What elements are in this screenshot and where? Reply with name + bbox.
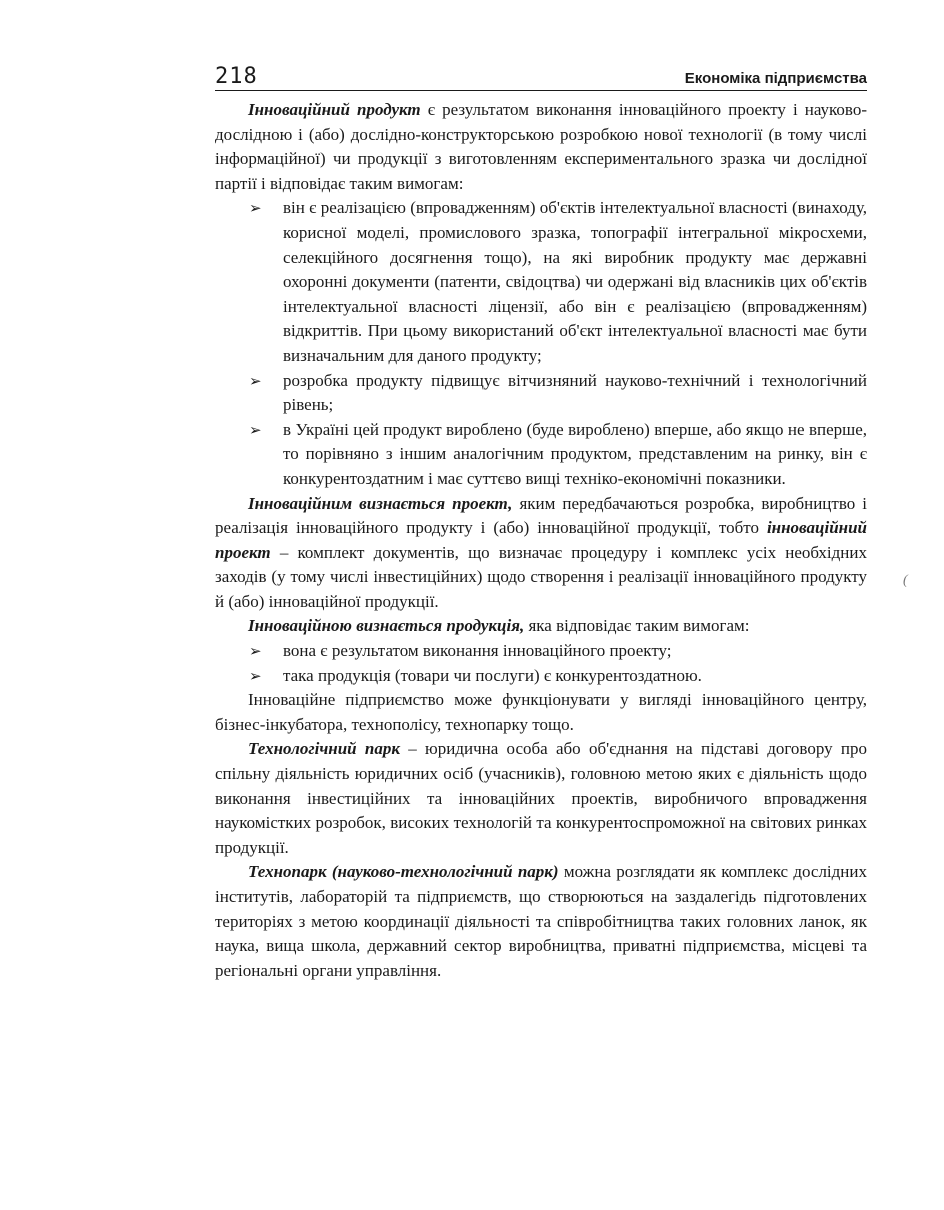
paragraph-technology-park (215, 737, 867, 860)
paragraph-text: яка відповідає таким вимогам: (524, 616, 750, 636)
arrowhead-bullet-icon: ➢ (249, 371, 262, 390)
paragraph-text: можна розглядати як комплекс дослідних інститутів, лабораторій та підприємств, що створюються на заздалегідь підготовлених територіях з метою координації діяльності та співробітництва таких головних ланок, як наука, вища школа, державний сектор виробництва, приватні підприємства, місцеві та регіональні органи управління. (215, 862, 868, 980)
list-item (249, 639, 867, 664)
list-item-text: розробка продукту підвищує вітчизняний науково-технічний і технологічний рівень; (283, 370, 867, 415)
term-innovative-product: Інноваційний продукт (248, 100, 421, 119)
paragraph-innovative-product (215, 98, 867, 196)
page-body (215, 98, 867, 983)
page-number: 218 (215, 64, 258, 89)
term-innovative-project: Інноваційним визнається проект, (248, 493, 513, 513)
list-item (249, 664, 867, 689)
paragraph-technopark (215, 860, 867, 983)
list-item-text: вона є результатом виконання інноваційного проекту; (283, 641, 672, 661)
list-item (249, 369, 867, 418)
margin-mark: ( (903, 573, 908, 588)
paragraph-innovative-production (215, 614, 867, 639)
term-innovative-production: Інноваційною визнається продукція, (248, 616, 525, 636)
requirements-list-production (215, 639, 867, 688)
running-title: Економіка підприємства (684, 70, 867, 87)
paragraph-innovative-enterprise (215, 688, 867, 737)
term-innovative-project-inline: інноваційний проект (215, 518, 867, 562)
paragraph-innovative-project (215, 492, 867, 615)
list-item (249, 196, 867, 368)
list-item-text: в Україні цей продукт вироблено (буде вироблено) вперше, або якщо не вперше, то порівняно з іншим аналогічним продуктом, представленим на ринку, він є конкурентоздатним і має суттєво вищі техніко-економічні показники. (283, 419, 867, 488)
arrowhead-bullet-icon: ➢ (249, 420, 262, 439)
term-technology-park: Технологічний парк (248, 739, 400, 759)
paragraph-text: є результатом виконання інноваційного проекту і науково-дослідною і (або) дослідно-конструкторською розробкою нової технології (в тому числі інформаційної) чи продукції з виготовленням експериментального зразка чи дослідної партії і відповідає таким вимогам: (215, 100, 868, 193)
arrowhead-bullet-icon: ➢ (249, 642, 262, 661)
paragraph-text: Інноваційне підприємство може функціонувати у вигляді інноваційного центру, бізнес-інкубатора, технополісу, технопарку тощо. (215, 690, 867, 734)
list-item-text: така продукція (товари чи послуги) є конкурентоздатною. (283, 665, 702, 685)
arrowhead-bullet-icon: ➢ (249, 666, 262, 685)
list-item-text: він є реалізацією (впровадженням) об'єктів інтелектуальної власності (винаходу, корисної моделі, промислового зразка, топографії інтегральної мікросхеми, селекційного досягнення тощо), на які виробник продукту має державні охоронні документи (патенти, свідоцтва) чи одержані від власників цих об'єктів інтелектуальної власності ліцензії, або він є реалізацією (впровадженням) відкриттів. При цьому використаний об'єкт інтелектуальної власності має бути визначальним для даного продукту; (283, 198, 867, 365)
arrowhead-bullet-icon: ➢ (249, 199, 262, 218)
term-technopark: Технопарк (науково-технологічний парк) (248, 862, 559, 882)
paragraph-text: – юридична особа або об'єднання на підставі договору про спільну діяльність юридичних осіб (учасників), головною метою яких є діяльність щодо виконання інвестиційних та інноваційних проектів, виробничого впровадження наукомістких розробок, високих технологій та конкурентоспроможної на світових ринках продукції. (215, 739, 867, 857)
list-item (249, 418, 867, 492)
paragraph-text: яким передбачаються розробка, виробництво і реалізація інноваційного продукту і (або) інноваційної продукції, тобто (215, 493, 867, 538)
page-header (215, 62, 867, 91)
requirements-list-product (215, 196, 867, 491)
paragraph-text: – комплект документів, що визначає процедуру і комплекс усіх необхідних заходів (у тому числі інвестиційних) щодо створення і реалізації інноваційного продукту й (або) інноваційної продукції. (215, 542, 867, 611)
